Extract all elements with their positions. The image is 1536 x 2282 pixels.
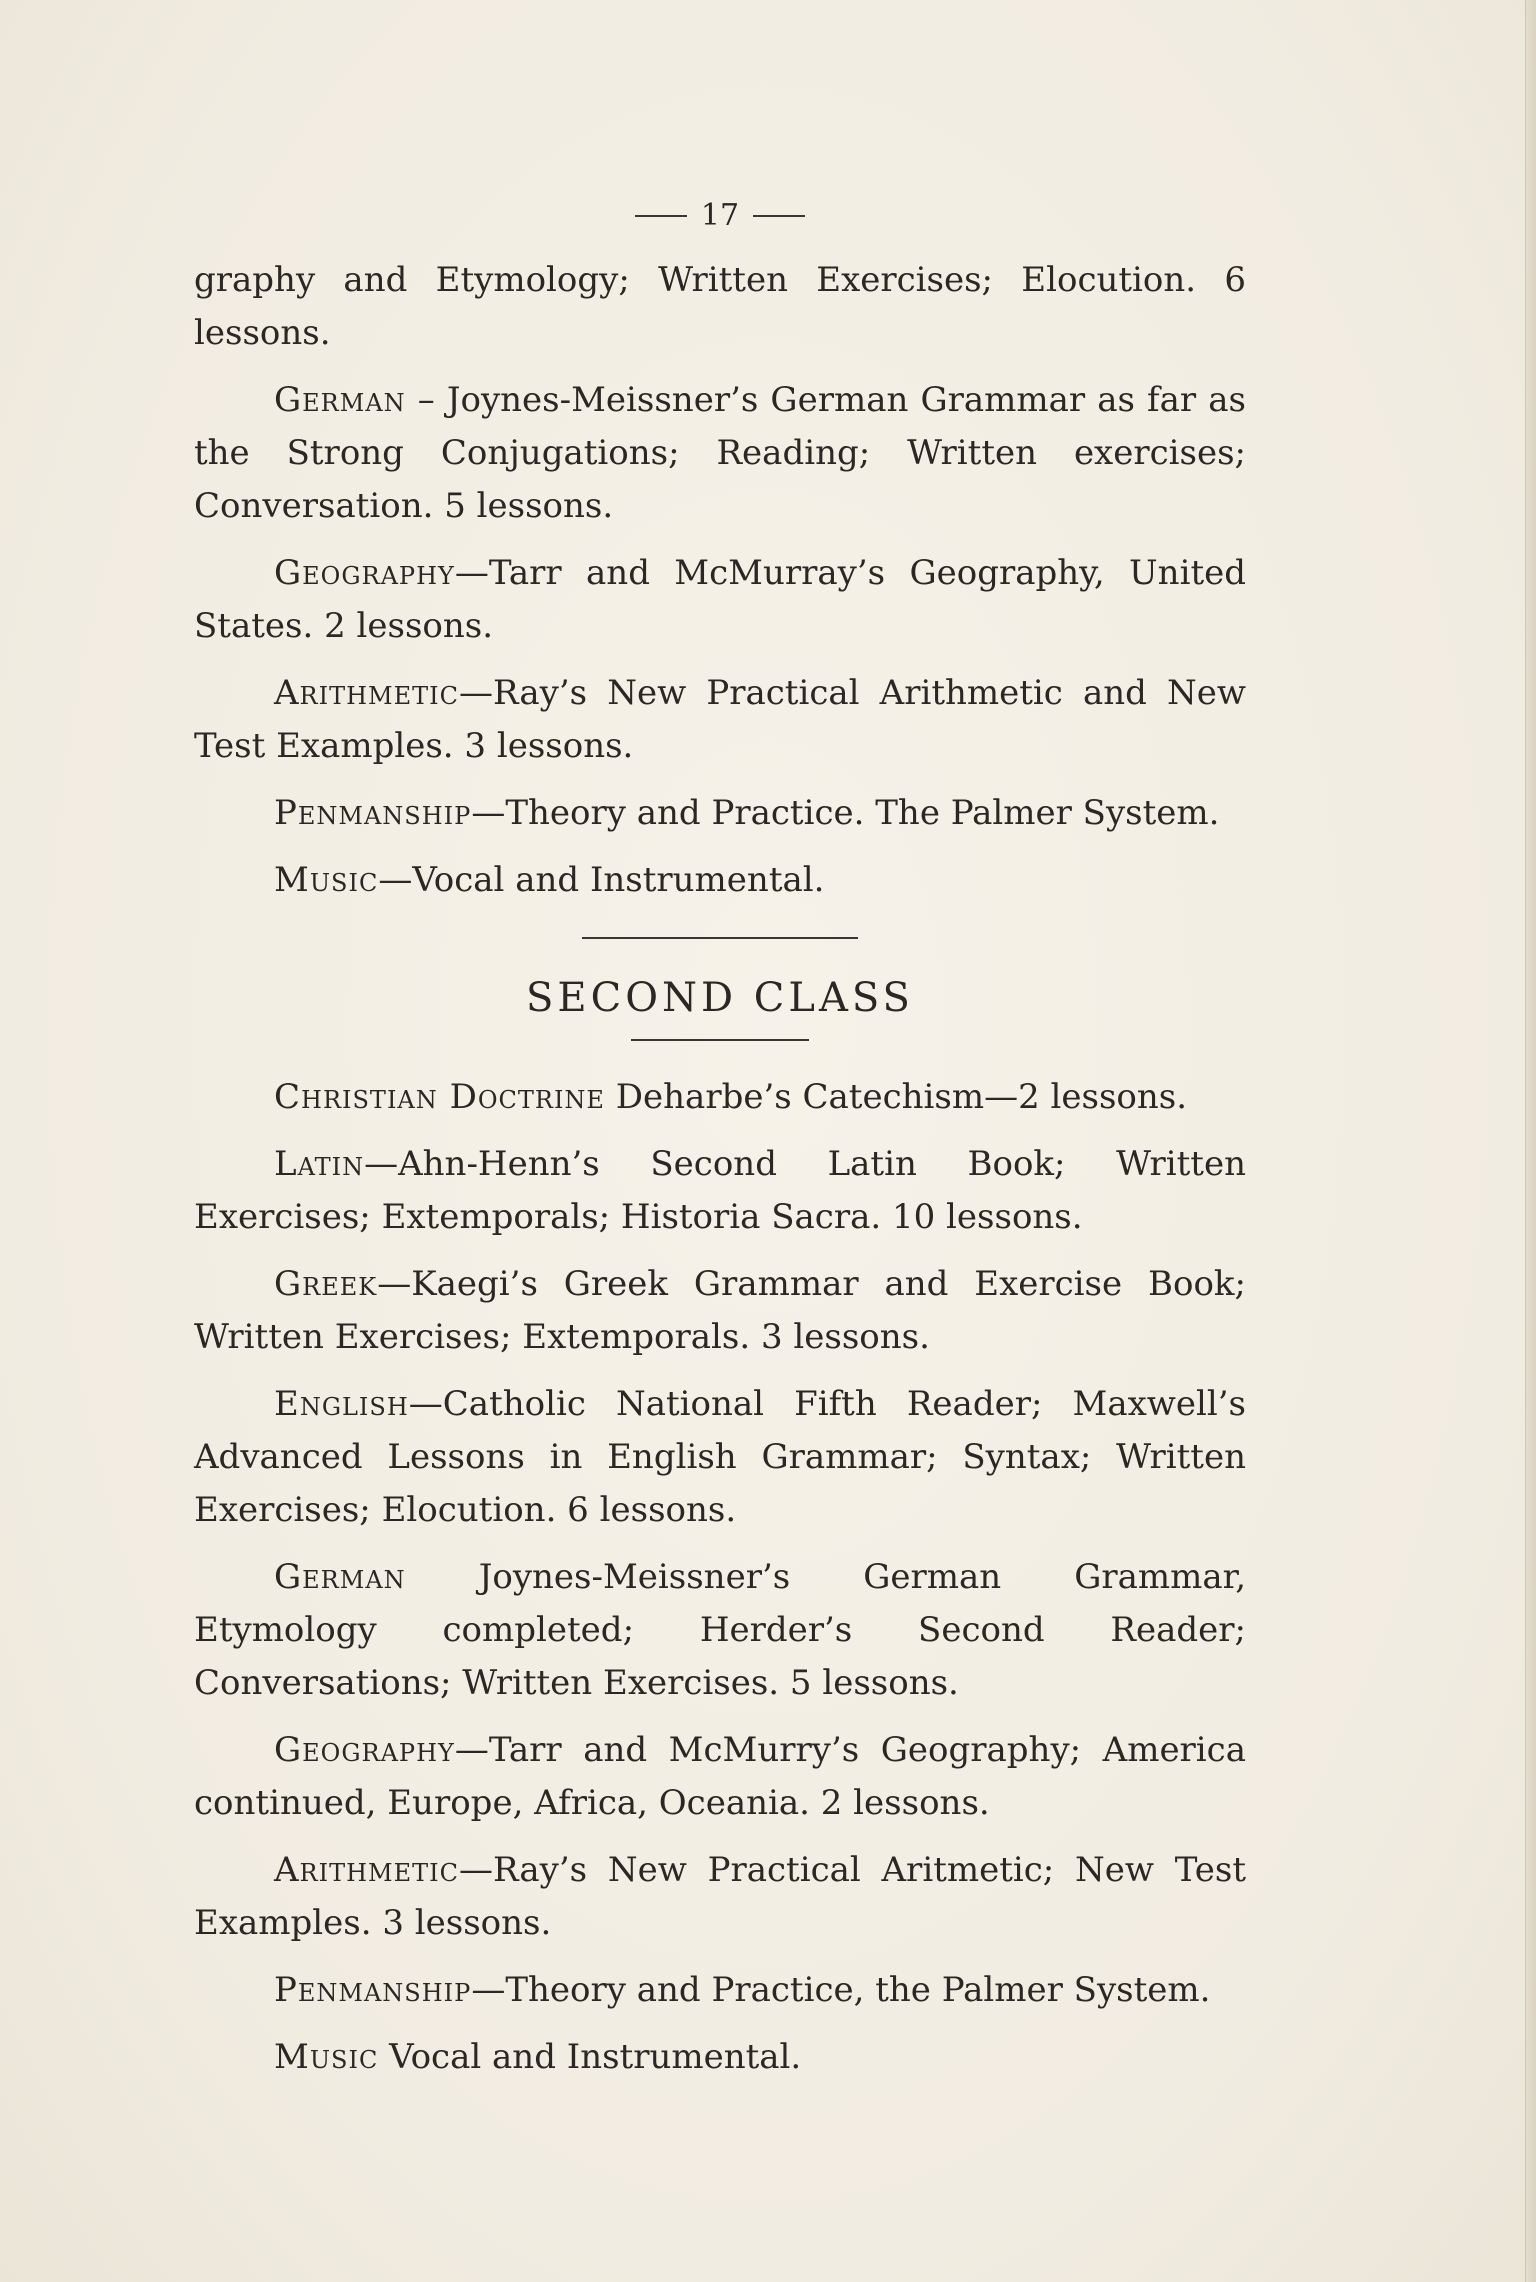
list-item — [194, 787, 1246, 840]
page-number: 17 — [700, 198, 740, 233]
subject-description: Ray’s New Practical Arithmetic and New Test Examples. 3 lessons. — [194, 673, 1246, 766]
list-item — [194, 667, 1246, 773]
list-item — [194, 374, 1246, 533]
subject-heading: Latin — [274, 1144, 365, 1184]
separator — [378, 2037, 389, 2077]
separator — [406, 1557, 479, 1597]
separator: — — [378, 860, 413, 900]
subject-heading: Penmanship — [274, 1970, 472, 2010]
separator: — — [471, 1970, 506, 2010]
list-item — [194, 1071, 1246, 1124]
list-item — [194, 1724, 1246, 1830]
subject-heading: Greek — [274, 1264, 378, 1304]
subject-heading: Music — [274, 2037, 379, 2077]
subject-description: Theory and Practice. The Palmer System. — [505, 793, 1220, 833]
subject-heading: Christian Doctrine — [274, 1077, 605, 1117]
subject-description: Vocal and Instrumental. — [389, 2037, 802, 2077]
subject-description: Tarr and McMurray’s Geography, United States. 2 lessons. — [194, 553, 1246, 646]
separator: — — [459, 1850, 493, 1890]
section-title: SECOND CLASS — [526, 975, 914, 1021]
separator: – — [405, 380, 447, 420]
page-content — [194, 196, 1246, 2098]
list-item — [194, 1258, 1246, 1364]
list-item — [194, 2031, 1246, 2084]
separator: — — [364, 1144, 399, 1184]
subject-heading: Geography — [274, 1730, 455, 1770]
list-item — [194, 1378, 1246, 1537]
subject-description: Ahn-Henn’s Second Latin Book; Written Exercises; Extemporals; Historia Sacra. 10 lessons. — [194, 1144, 1246, 1237]
subject-heading: Arithmetic — [274, 1850, 459, 1890]
list-item — [194, 1138, 1246, 1244]
subject-heading: Penmanship — [274, 793, 472, 833]
separator: — — [454, 1730, 489, 1770]
list-item — [194, 547, 1246, 653]
list-item — [194, 1964, 1246, 2017]
separator: — — [459, 673, 493, 713]
subject-description: Ray’s New Practical Aritmetic; New Test Examples. 3 lessons. — [194, 1850, 1246, 1943]
separator — [605, 1077, 616, 1117]
subject-description: Tarr and McMurry’s Geography; America continued, Europe, Africa, Oceania. 2 lessons. — [194, 1730, 1246, 1823]
separator: — — [471, 793, 506, 833]
subject-description: Kaegi’s Greek Grammar and Exercise Book; Written Exercises; Extemporals. 3 lessons. — [194, 1264, 1246, 1357]
list-item — [194, 1844, 1246, 1950]
continuation-paragraph: graphy and Etymology; Written Exercises; Elocution. 6 lessons. — [194, 260, 1246, 353]
subject-description: Joynes-Meissner’s German Grammar as far as the Strong Conjugations; Reading; Written exercises; Conversation. 5 lessons. — [194, 380, 1246, 526]
subject-heading: Geography — [274, 553, 455, 593]
subject-description: Vocal and Instrumental. — [412, 860, 825, 900]
list-item — [194, 854, 1246, 907]
separator: — — [377, 1264, 412, 1304]
subject-heading: Arithmetic — [274, 673, 459, 713]
list-item — [194, 1551, 1246, 1710]
second-class-list — [194, 1071, 1246, 2084]
separator: — — [454, 553, 489, 593]
subject-description: Catholic National Fifth Reader; Maxwell’s Advanced Lessons in English Grammar; Syntax; Written Exercises; Elocution. 6 lessons. — [194, 1384, 1246, 1530]
left-dash — [635, 215, 687, 217]
subject-description: Deharbe’s Catechism—2 lessons. — [615, 1077, 1188, 1117]
section-divider — [582, 937, 858, 939]
subject-description: Joynes-Meissner’s German Grammar, Etymology completed; Herder’s Second Reader; Conversations; Written Exercises. 5 lessons. — [194, 1557, 1247, 1703]
right-dash — [753, 215, 805, 217]
first-class-list — [194, 374, 1246, 907]
page-number-header — [194, 196, 1246, 236]
subject-heading: English — [274, 1384, 409, 1424]
subject-description: Theory and Practice, the Palmer System. — [505, 1970, 1211, 2010]
subject-heading: Music — [274, 860, 379, 900]
subject-heading: German — [274, 1557, 406, 1597]
subject-heading: German — [274, 380, 406, 420]
title-underline — [631, 1039, 809, 1041]
page-edge — [1525, 0, 1536, 2282]
separator: — — [408, 1384, 443, 1424]
